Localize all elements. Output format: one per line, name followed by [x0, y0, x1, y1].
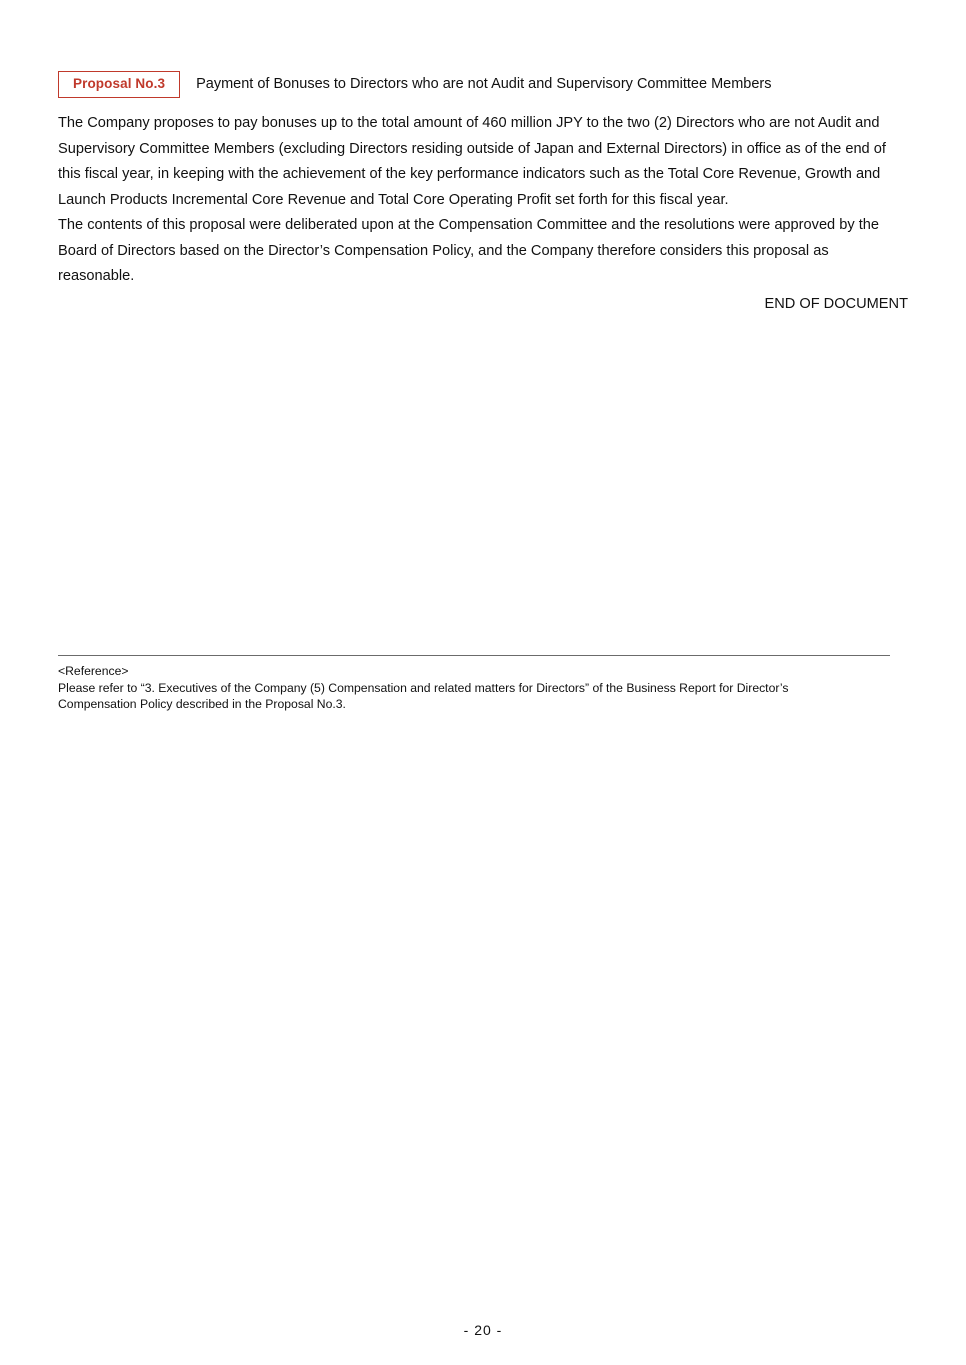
end-of-document-label: END OF DOCUMENT: [764, 296, 908, 312]
proposal-number-badge: Proposal No.3: [58, 71, 180, 98]
proposal-title: Payment of Bonuses to Directors who are not Audit and Supervisory Committee Members: [196, 75, 772, 92]
proposal-body: [58, 111, 908, 290]
reference-text-line-2: Compensation Policy described in the Proposal No.3.: [58, 697, 346, 711]
page-number: - 20 -: [463, 1322, 503, 1338]
footnote-divider: [58, 655, 890, 656]
proposal-heading: [58, 71, 908, 98]
body-paragraph: The Company proposes to pay bonuses up to the total amount of 460 million JPY to the two (2) Directors who are not Audit and Supervisory Committee Members (excluding Directors residing outside of Japan and External Directors) in office as of the end of this fiscal year, in keeping with the achievement of the key performance indicators such as the Total Core Revenue, Growth and Launch Products Incremental Core Revenue and Total Core Operating Profit set forth for this fiscal year.: [58, 115, 886, 208]
body-paragraph: The contents of this proposal were deliberated upon at the Compensation Committee and the resolutions were approved by the Board of Directors based on the Director’s Compensation Policy, and the Company therefore considers this proposal as reasonable.: [58, 217, 879, 284]
reference-heading: <Reference>: [58, 664, 129, 678]
reference-text-line-1: Please refer to “3. Executives of the Company (5) Compensation and related matters for Directors” of the Business Report for Director’s: [58, 680, 789, 695]
reference-note: [58, 663, 914, 713]
